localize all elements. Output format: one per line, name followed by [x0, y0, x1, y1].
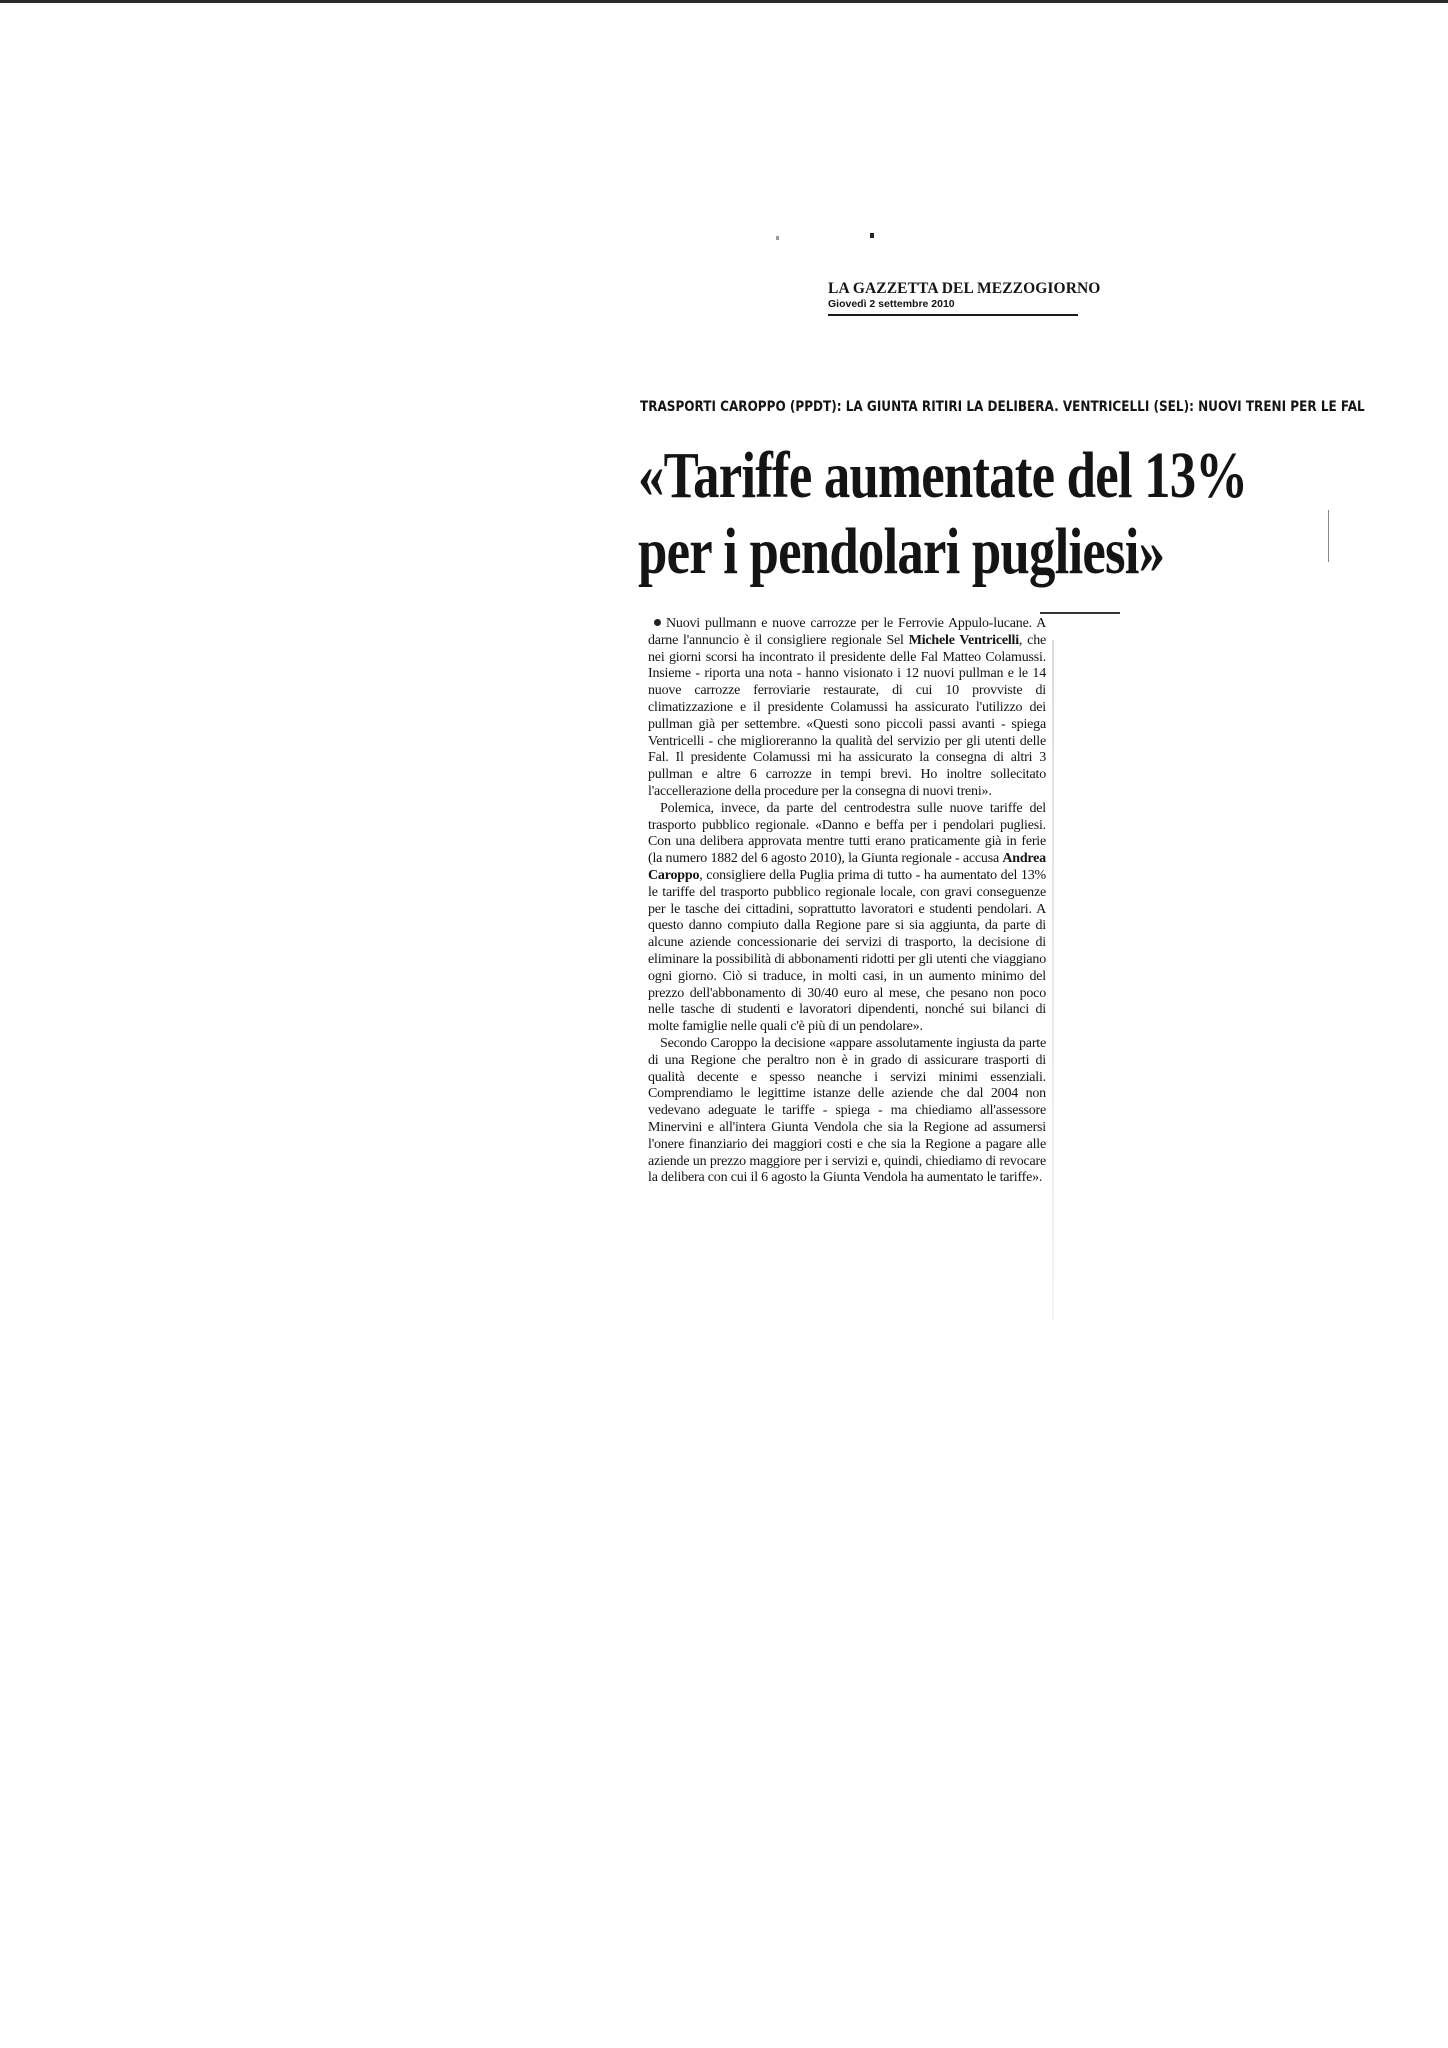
paragraph-3: Secondo Caroppo la decisione «appare assolutamente ingiusta da parte di una Regione che peraltro non è in grado di assicurare trasporti di qualità decente e spesso neanche i servizi minimi essenziali. Comprendiamo le legittime istanze delle aziende che dal 2004 non vedevano adeguate le tariffe - spiega - ma chiediamo all'assessore Minervini e all'intera Giunta Vendola che sia la Regione ad assumersi l'onere finanziario dei maggiori costi e che sia la Regione a pagare alle aziende un prezzo maggiore per i servizi e, quindi, chiediamo di revocare la delibera con cui il 6 agosto la Giunta Vendola ha aumentato le tariffe». [648, 1035, 1046, 1186]
masthead-rule [828, 314, 1078, 316]
paragraph-1: Nuovi pullmann e nuove carrozze per le Ferrovie Appulo-lucane. A darne l'annuncio è il consigliere regionale Sel Michele Ventricelli, che nei giorni scorsi ha incontrato il presidente delle Fal Matteo Colamussi. Insieme - riporta una nota - hanno visionato i 12 nuovi pullman e le 14 nuove carrozze ferroviarie restaurate, di cui 10 provviste di climatizzazione e il presidente Colamussi ha assicurato l'utilizzo dei pullman già per settembre. «Questi sono piccoli passi avanti - spiega Ventricelli - che miglioreranno la qualità del servizio per gli utenti delle Fal. Il presidente Colamussi mi ha assicurato la consegna di altri 3 pullman e altre 6 carrozze in tempi brevi. Ho inoltre sollecitato l'accellerazione della procedure per la consegna di nuovi treni». [648, 616, 1047, 799]
scan-speck [870, 233, 874, 238]
headline-line-2: per i pendolari pugliesi» [638, 515, 1165, 588]
column-shadow [1052, 640, 1054, 1320]
headline-rule [1040, 612, 1120, 614]
paragraph-2: Polemica, invece, da parte del centrodestra sulle nuove tariffe del trasporto pubblico regionale. «Danno e beffa per i pendolari pugliesi. Con una delibera approvata mentre tutti erano praticamente già in ferie (la numero 1882 del 6 agosto 2010), la Giunta regionale - accusa Andrea Caroppo, consigliere della Puglia prima di tutto - ha aumentato del 13% le tariffe del trasporto pubblico regionale locale, con gravi conseguenze per le tasche dei cittadini, soprattutto lavoratori e studenti pendolari. A questo danno compiuto dalla Regione pare si sia aggiunta, da parte di alcune aziende concessionarie dei servizi di trasporto, la decisione di eliminare la possibilità di abbonamenti ridotti per gli utenti che viaggiano ogni giorno. Ciò si traduce, in molti casi, in un aumento minimo del prezzo dell'abbonamento di 30/40 euro al mese, che pesano non poco nelle tasche di studenti e lavoratori dipendenti, nonché sui bilanci di molte famiglie nelle quali c'è più di un pendolare». [648, 800, 1046, 1035]
newspaper-name: LA GAZZETTA DEL MEZZOGIORNO [828, 280, 1101, 297]
scan-mark [1328, 510, 1329, 562]
person-name: Andrea Caroppo [648, 851, 1046, 883]
publication-date: Giovedì 2 settembre 2010 [828, 298, 955, 310]
person-name: Michele Ventricelli [908, 632, 1019, 648]
masthead [828, 280, 1101, 316]
article-body [648, 616, 1046, 1187]
headline-line-1: «Tariffe aumentate del 13% [638, 439, 1248, 512]
article-kicker: TRASPORTI CAROPPO (PPDT): LA GIUNTA RITIRI LA DELIBERA. VENTRICELLI (SEL): NUOVI TRENI PER LE FAL [640, 399, 1365, 415]
scan-edge [0, 0, 1448, 3]
scan-speck [776, 236, 779, 240]
bullet-icon [654, 619, 661, 626]
article-headline [638, 438, 1248, 590]
